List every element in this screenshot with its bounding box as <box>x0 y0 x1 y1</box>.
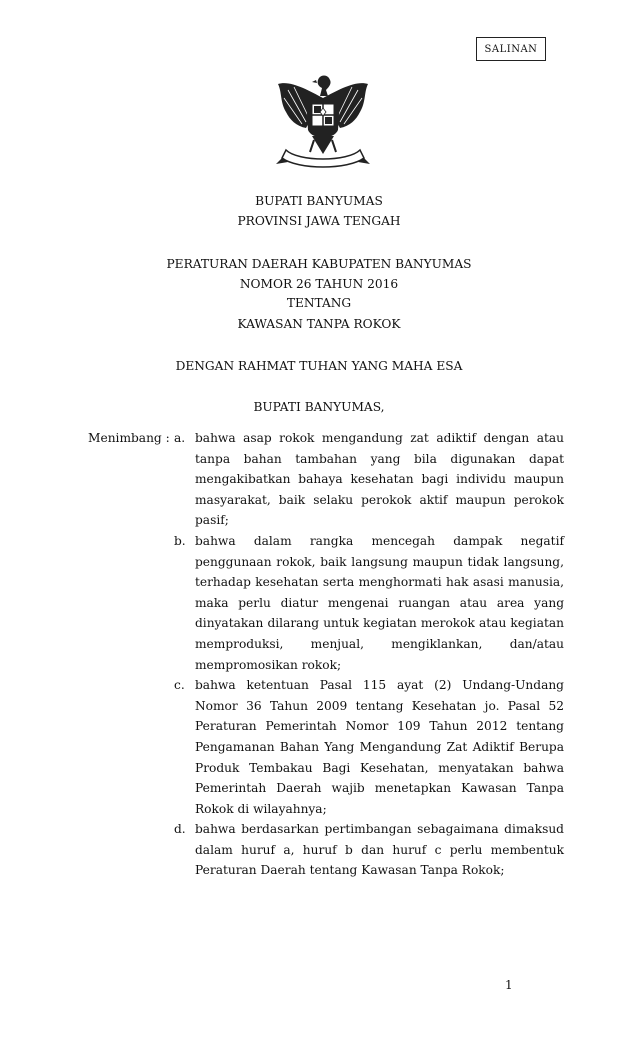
regulation-number: NOMOR 26 TAHUN 2016 <box>239 277 399 291</box>
considering-item <box>174 819 564 881</box>
item-letter: b. <box>174 533 186 548</box>
about-label: TENTANG <box>286 296 352 310</box>
item-letter: c. <box>174 678 185 693</box>
salinan-stamp: SALINAN <box>476 37 546 61</box>
item-letter: d. <box>174 822 186 837</box>
considering-item <box>174 675 564 819</box>
province-title: PROVINSI JAWA TENGAH <box>237 214 401 228</box>
item-text: bahwa asap rokok mengandung zat adiktif dengan atau tanpa bahan tambahan yang bila digunakan dapat mengakibatkan bahaya kesehatan bagi individu maupun masyarakat, baik selaku perokok aktif maupun perokok pasif; <box>195 431 564 528</box>
considering-item <box>174 531 564 675</box>
regent-title: BUPATI BANYUMAS <box>255 194 383 208</box>
signatory-line: BUPATI BANYUMAS, <box>253 400 385 414</box>
item-text: bahwa berdasarkan pertimbangan sebagaimana dimaksud dalam huruf a, huruf b dan huruf c perlu membentuk Peraturan Daerah tentang Kawasan Tanpa Rokok; <box>195 822 564 878</box>
page-number: 1 <box>505 978 513 992</box>
garuda-emblem-icon <box>268 70 378 178</box>
considering-section <box>88 428 564 881</box>
regulation-subject: KAWASAN TANPA ROKOK <box>237 317 401 331</box>
considering-item <box>174 428 564 531</box>
item-text: bahwa dalam rangka mencegah dampak negatif penggunaan rokok, baik langsung maupun tidak langsung, terhadap kesehatan serta menghormati hak asasi manusia, maka perlu diatur mengenai ruangan atau area yang dinyatakan dilarang untuk kegiatan merokok atau kegiatan memproduksi, menjual, mengiklankan, dan/atau mempromosikan rokok; <box>195 533 564 672</box>
item-text: bahwa ketentuan Pasal 115 ayat (2) Undang-Undang Nomor 36 Tahun 2009 tentang Kesehatan jo. Pasal 52 Peraturan Pemerintah Nomor 109 Tahun 2012 tentang Pengamanan Bahan Yang Mengandung Zat Adiktif Berupa Produk Tembakau Bagi Kesehatan, menyatakan bahwa Pemerintah Daerah wajib menetapkan Kawasan Tanpa Rokok di wilayahnya; <box>195 678 564 816</box>
regulation-title: PERATURAN DAERAH KABUPATEN BANYUMAS <box>166 257 472 271</box>
item-letter: a. <box>174 431 186 445</box>
blessing-line: DENGAN RAHMAT TUHAN YANG MAHA ESA <box>175 359 463 373</box>
considering-label: Menimbang : <box>88 431 170 445</box>
